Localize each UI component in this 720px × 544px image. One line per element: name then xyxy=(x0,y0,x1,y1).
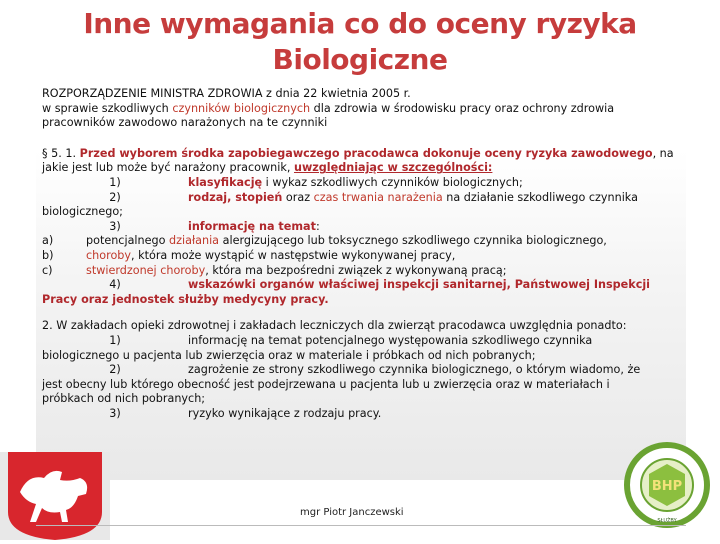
item-number: 2) xyxy=(109,363,121,377)
item-text: informację na temat potencjalnego występowania szkodliwego czynnika xyxy=(188,333,593,347)
coat-of-arms xyxy=(0,452,110,540)
sub-emphasis: stwierdzonej choroby xyxy=(86,263,206,277)
sub-text: potencjalnego xyxy=(86,234,170,248)
item-emphasis: informację na temat xyxy=(188,219,316,233)
s2-item-2 xyxy=(42,363,682,378)
slide-body xyxy=(42,87,682,421)
item-number: 3) xyxy=(109,406,121,420)
sub-emphasis: działania xyxy=(169,234,220,248)
intro-text: dla zdrowia w środowisku pracy oraz ochrony zdrowia xyxy=(310,101,615,115)
title-line-2: Biologiczne xyxy=(272,43,448,76)
item-emphasis: czas trwania narażenia xyxy=(313,190,443,204)
sub-text: , która ma bezpośredni związek z wykonywaną pracą; xyxy=(205,263,507,277)
slide-title xyxy=(0,6,720,78)
s5-head xyxy=(42,147,682,162)
sub-letter: c) xyxy=(42,263,53,277)
s5-text: , na xyxy=(652,146,674,160)
item-text: i wykaz szkodliwych czynników biologicznych; xyxy=(262,175,523,189)
intro-text: w sprawie szkodliwych xyxy=(42,101,173,115)
item-number: 2) xyxy=(109,190,121,204)
bhp-logo xyxy=(622,440,712,530)
s2-item-3 xyxy=(42,407,682,422)
s5-item-3 xyxy=(42,220,682,235)
item-text: na działanie szkodliwego czynnika xyxy=(442,190,638,204)
s2-text: 2. W zakładach opieki zdrowotnej i zakładach leczniczych dla zwierząt pracodawca uwzględnia ponadto: xyxy=(42,319,627,333)
s2-item-2-cont2 xyxy=(42,392,682,407)
intro-line-2 xyxy=(42,102,682,117)
item-text: : xyxy=(315,219,320,233)
intro-emphasis: czynników biologicznych xyxy=(172,101,311,115)
item-number: 3) xyxy=(109,219,121,233)
s2-head xyxy=(42,319,682,334)
item-text: biologicznego; xyxy=(42,205,123,219)
s5-line-2 xyxy=(42,161,682,176)
sub-text: alergizującego lub toksycznego szkodliwego czynnika biologicznego, xyxy=(219,234,607,248)
logo-ring-text: SŁUŻBY xyxy=(657,518,677,524)
sub-emphasis: choroby xyxy=(86,248,132,262)
sub-text: , która może wystąpić w następstwie wykonywanej pracy, xyxy=(131,248,456,262)
sub-letter: a) xyxy=(42,234,54,248)
logo-text: BHP xyxy=(651,479,683,494)
title-line-1: Inne wymagania co do oceny ryzyka xyxy=(83,7,637,40)
horse-emblem-icon xyxy=(0,452,110,540)
s2-item-1-cont xyxy=(42,349,682,364)
s5-item-2 xyxy=(42,191,682,206)
s5-item-4-cont xyxy=(42,293,682,308)
s5-sub-a xyxy=(42,234,682,249)
s5-emphasis: Przed wyborem środka zapobiegawczego pracodawca dokonuje oceny ryzyka zawodowego xyxy=(79,146,653,160)
item-text: oraz xyxy=(282,190,314,204)
footer-divider xyxy=(36,525,686,526)
item-number: 4) xyxy=(109,278,121,292)
s5-number: § 5. 1. xyxy=(42,146,80,160)
footer-author: mgr Piotr Janczewski xyxy=(300,507,404,518)
s5-emphasis: uwzględniając w szczególności: xyxy=(293,161,493,175)
s5-sub-b xyxy=(42,249,682,264)
s5-text: jakie jest lub może być narażony pracownik, xyxy=(42,161,294,175)
bhp-badge-icon xyxy=(622,440,712,530)
item-text: próbkach od nich pobranych; xyxy=(42,392,206,406)
intro-line-3 xyxy=(42,116,682,131)
item-text: biologicznego u pacjenta lub zwierzęcia oraz w materiale i próbkach od nich pobranych; xyxy=(42,348,536,362)
s5-sub-c xyxy=(42,264,682,279)
item-emphasis: wskazówki organów właściwej inspekcji sanitarnej, Państwowej Inspekcji xyxy=(188,278,651,292)
item-number: 1) xyxy=(109,175,121,189)
item-emphasis: klasyfikację xyxy=(188,175,263,189)
item-text: jest obecny lub którego obecność jest podejrzewana u pacjenta lub u zwierzęcia oraz w materiałach i xyxy=(42,377,610,391)
s5-item-1 xyxy=(42,176,682,191)
s2-item-1 xyxy=(42,334,682,349)
intro-line-1 xyxy=(42,87,682,102)
sub-letter: b) xyxy=(42,248,54,262)
item-emphasis: rodzaj, stopień xyxy=(188,190,283,204)
s5-item-2-cont xyxy=(42,205,682,220)
s5-item-4 xyxy=(42,278,682,293)
s2-item-2-cont xyxy=(42,378,682,393)
item-number: 1) xyxy=(109,333,121,347)
item-text: ryzyko wynikające z rodzaju pracy. xyxy=(188,406,382,420)
intro-text: ROZPORZĄDZENIE MINISTRA ZDROWIA z dnia 22 kwietnia 2005 r. xyxy=(42,87,411,100)
item-text: zagrożenie ze strony szkodliwego czynnika biologicznego, o którym wiadomo, że xyxy=(188,363,641,377)
intro-text: pracowników zawodowo narażonych na te czynniki xyxy=(42,116,328,130)
item-emphasis: Pracy oraz jednostek służby medycyny pracy. xyxy=(42,292,329,306)
